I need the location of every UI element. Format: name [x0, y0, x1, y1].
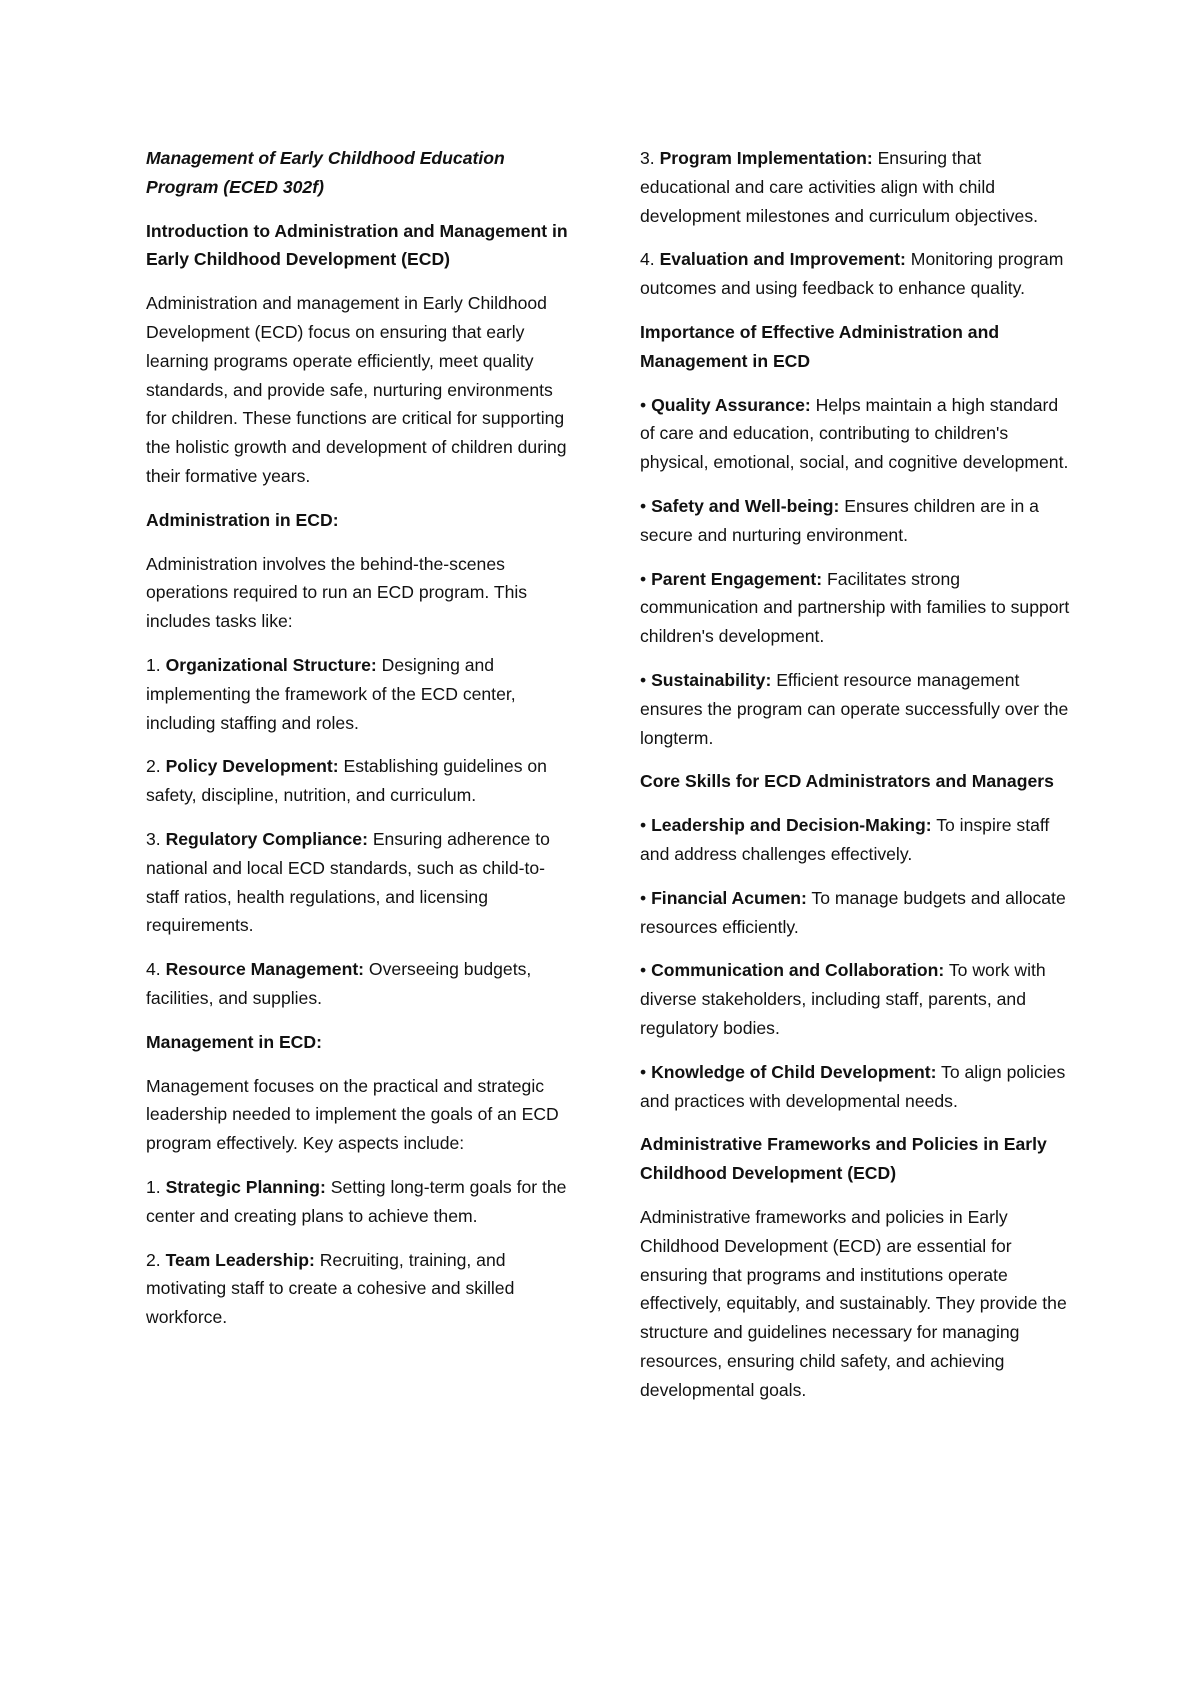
- list-item: [640, 956, 1076, 1042]
- list-item-text: Overseeing budgets, facilities, and supplies.: [146, 959, 532, 1008]
- list-marker: 1.: [146, 654, 166, 675]
- list-item-label: Parent Engagement:: [651, 568, 823, 589]
- list-marker: •: [640, 568, 652, 589]
- list-item-label: Communication and Collaboration:: [651, 960, 945, 981]
- paragraph: Administration and management in Early Childhood Development (ECD) focus on ensuring that early learning programs operate efficiently, meet quality standards, and provide safe, nurturing environments for children. These functions are critical for supporting the holistic growth and development of children during their formative years.: [146, 293, 567, 486]
- list-item-text: Recruiting, training, and motivating staff to create a cohesive and skilled workforce.: [146, 1249, 515, 1328]
- list-item-label: Strategic Planning:: [165, 1176, 326, 1197]
- list-item: [146, 825, 576, 940]
- list-item-text: Helps maintain a high standard of care and education, contributing to children's physical, emotional, social, and cognitive development.: [640, 394, 1069, 473]
- list-marker: 3.: [146, 828, 166, 849]
- right-column: [640, 144, 1076, 1419]
- list-item: [640, 492, 1076, 550]
- list-item-label: Quality Assurance:: [651, 394, 811, 415]
- list-item-text: Establishing guidelines on safety, discipline, nutrition, and curriculum.: [146, 756, 547, 806]
- list-item-text: To inspire staff and address challenges effectively.: [640, 815, 1050, 864]
- list-item: [640, 144, 1076, 230]
- list-item-label: Leadership and Decision-Making:: [651, 815, 932, 836]
- list-item: [146, 752, 576, 810]
- list-item-text: Designing and implementing the framework of the ECD center, including staffing and roles.: [146, 654, 516, 733]
- section-heading: Core Skills for ECD Administrators and Managers: [640, 771, 1054, 792]
- list-marker: •: [640, 1061, 652, 1082]
- list-item: [146, 1246, 576, 1332]
- list-item-text: Ensuring adherence to national and local ECD standards, such as child-to-staff ratios, health regulations, and licensing requirements.: [146, 828, 550, 936]
- list-item: [640, 811, 1076, 869]
- list-item-text: Ensuring that educational and care activities align with child development milestones and curriculum objectives.: [640, 148, 1039, 226]
- list-item-label: Program Implementation:: [659, 148, 873, 168]
- list-marker: •: [640, 815, 652, 836]
- list-item-label: Financial Acumen:: [651, 887, 807, 908]
- list-marker: •: [640, 394, 652, 415]
- list-marker: 4.: [640, 249, 660, 270]
- list-item-label: Resource Management:: [165, 959, 365, 980]
- list-item-label: Policy Development:: [165, 756, 339, 777]
- list-item-text: To align policies and practices with developmental needs.: [640, 1061, 1066, 1111]
- section-heading: Management in ECD:: [146, 1031, 322, 1052]
- list-marker: •: [640, 495, 652, 516]
- list-item-label: Safety and Well-being:: [651, 495, 840, 516]
- list-item-label: Knowledge of Child Development:: [651, 1061, 937, 1082]
- list-item-label: Regulatory Compliance:: [165, 828, 368, 849]
- list-item: [640, 565, 1076, 651]
- list-item: [640, 884, 1076, 942]
- list-item-text: Setting long-term goals for the center and creating plans to achieve them.: [146, 1176, 567, 1226]
- list-marker: 1.: [146, 1176, 166, 1197]
- list-marker: •: [640, 669, 652, 690]
- list-marker: •: [640, 960, 652, 981]
- section-heading: Importance of Effective Administration and Management in ECD: [640, 321, 1000, 371]
- list-item-label: Sustainability:: [651, 669, 772, 690]
- list-item: [146, 955, 576, 1013]
- list-marker: •: [640, 887, 652, 908]
- paragraph: Management focuses on the practical and strategic leadership needed to implement the goals of an ECD program effectively. Key aspects include:: [146, 1075, 559, 1154]
- list-item-text: To work with diverse stakeholders, including staff, parents, and regulatory bodies.: [640, 960, 1046, 1038]
- list-item-label: Team Leadership:: [165, 1249, 315, 1270]
- list-item-text: Efficient resource management ensures the program can operate successfully over the longterm.: [640, 669, 1069, 748]
- list-marker: 2.: [146, 756, 166, 777]
- list-marker: 3.: [640, 148, 660, 168]
- list-item-text: Ensures children are in a secure and nurturing environment.: [640, 495, 1039, 545]
- list-item: [640, 1058, 1076, 1116]
- paragraph: Administration involves the behind-the-scenes operations required to run an ECD program. This includes tasks like:: [146, 553, 528, 632]
- paragraph: Administrative frameworks and policies in Early Childhood Development (ECD) are essential for ensuring that programs and institutions operate effectively, equitably, and sustainably. They provide the structure and guidelines necessary for managing resources, ensuring child safety, and achieving developmental goals.: [640, 1206, 1067, 1400]
- list-item-text: To manage budgets and allocate resources efficiently.: [640, 887, 1066, 937]
- list-marker: 4.: [146, 959, 166, 980]
- list-item-text: Monitoring program outcomes and using feedback to enhance quality.: [640, 249, 1064, 299]
- list-item-label: Evaluation and Improvement:: [659, 249, 906, 270]
- list-item: [640, 666, 1076, 752]
- list-marker: 2.: [146, 1249, 166, 1270]
- left-column: [146, 144, 576, 1347]
- list-item: [640, 245, 1076, 303]
- list-item: [640, 391, 1076, 477]
- section-heading: Introduction to Administration and Management in Early Childhood Development (ECD): [146, 220, 568, 270]
- list-item: [146, 1173, 576, 1231]
- section-heading: Administrative Frameworks and Policies in Early Childhood Development (ECD): [640, 1134, 1047, 1184]
- list-item-text: Facilitates strong communication and partnership with families to support children's development.: [640, 568, 1070, 647]
- document-title: Management of Early Childhood Education Program (ECED 302f): [146, 148, 505, 197]
- section-heading: Administration in ECD:: [146, 509, 339, 530]
- list-item: [146, 651, 576, 737]
- list-item-label: Organizational Structure:: [165, 654, 377, 675]
